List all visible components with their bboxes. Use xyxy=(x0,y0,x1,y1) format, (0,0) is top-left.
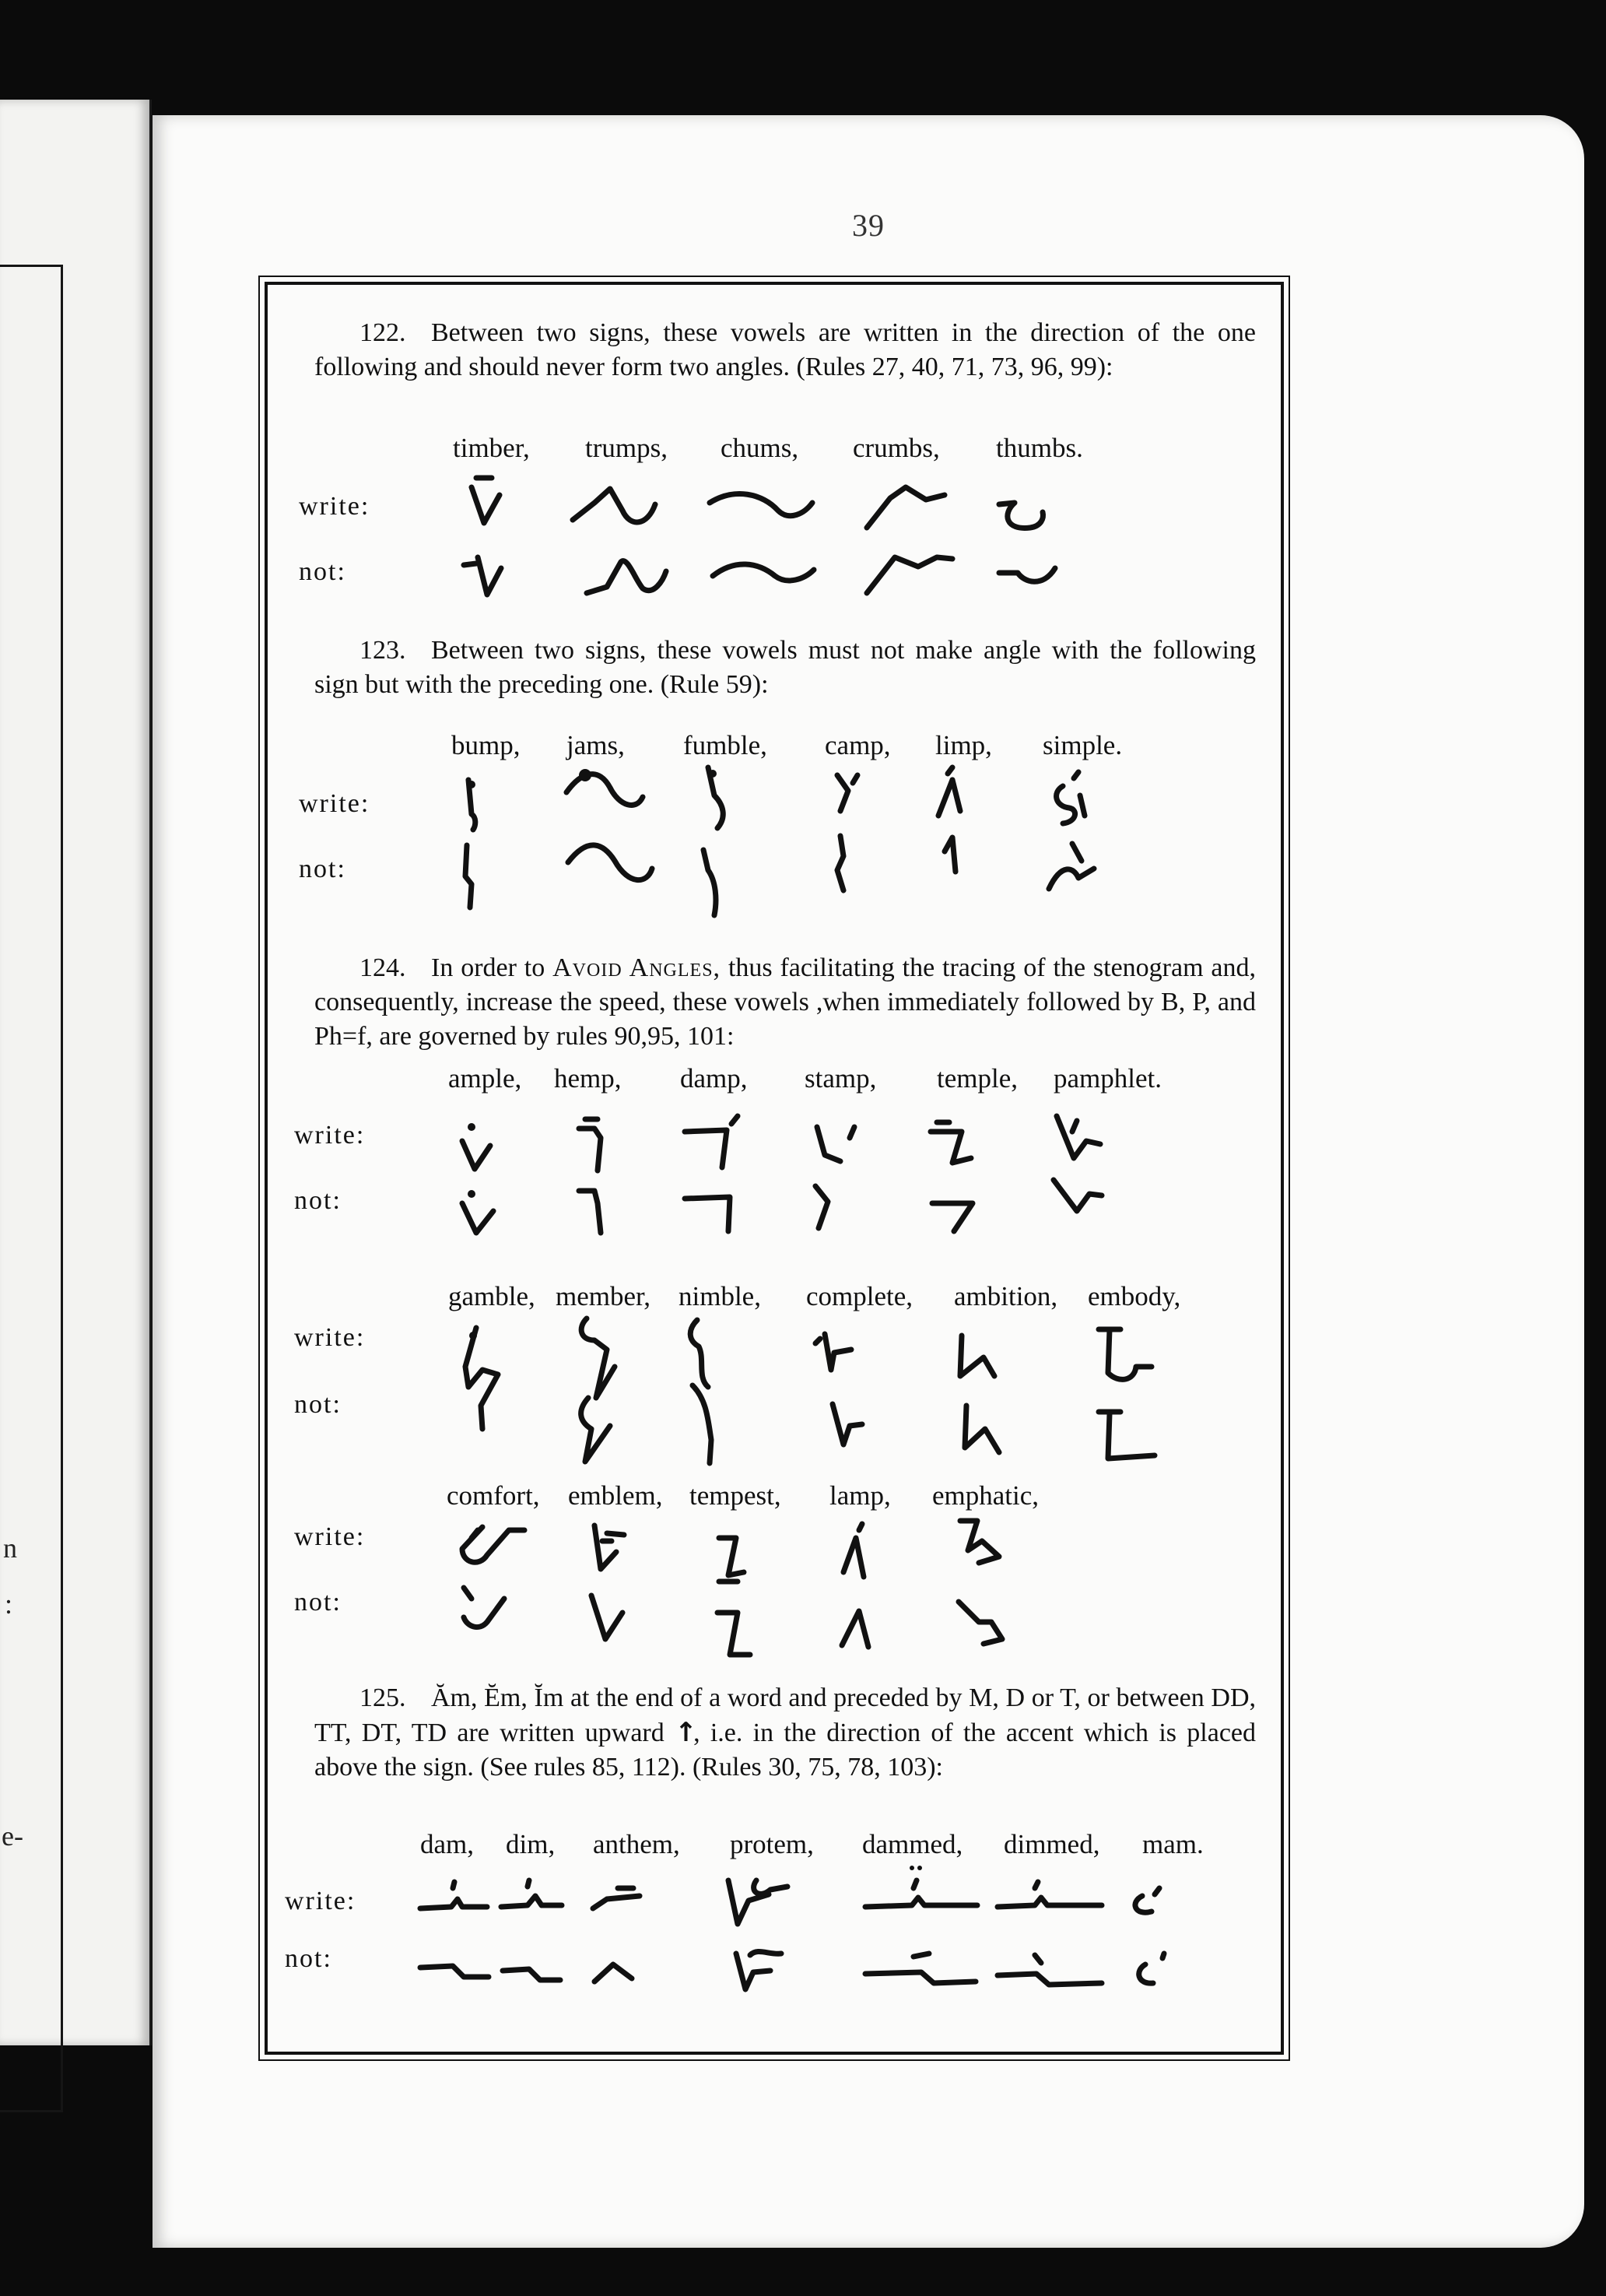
not-label: not: xyxy=(285,1944,332,1973)
example-word: complete, xyxy=(806,1281,913,1311)
page-number: 39 xyxy=(852,208,885,243)
not-label: not: xyxy=(294,1186,342,1215)
rule-number: 124. xyxy=(359,953,406,982)
shorthand-row-125 xyxy=(268,1857,1279,2013)
example-word: tempest, xyxy=(689,1480,781,1511)
example-word: timber, xyxy=(453,433,530,463)
write-label: write: xyxy=(294,1522,366,1551)
rule-text: thus facilitating the tracing of the stenogram and, consequently, increase the speed, these vowels ,when immediately followed by B, P, and Ph=f, are governed by rules 90,95, 101: xyxy=(314,953,1256,1051)
example-word: fumble, xyxy=(683,730,767,760)
example-word: pamphlet. xyxy=(1054,1063,1162,1094)
rule-text: Between two signs, these vowels are written in the direction of the one following and should never form two angles. (Rules 27, 40, 71, 73, 96, 99): xyxy=(314,318,1256,381)
write-label: write: xyxy=(294,1323,366,1352)
example-word: dammed, xyxy=(862,1829,963,1859)
not-label: not: xyxy=(299,855,346,883)
example-word: limp, xyxy=(935,730,992,760)
example-word: anthem, xyxy=(593,1829,680,1859)
rule-123 xyxy=(314,634,1256,702)
left-page-edge xyxy=(0,100,152,2045)
rule-text: Between two signs, these vowels must not make angle with the following sign but with the preceding one. (Rule 59): xyxy=(314,636,1256,699)
example-word: damp, xyxy=(680,1063,748,1094)
rule-124 xyxy=(314,951,1256,1054)
example-word: jams, xyxy=(566,730,625,760)
example-word: protem, xyxy=(730,1829,814,1859)
example-word: chums, xyxy=(721,433,799,463)
write-label: write: xyxy=(285,1887,356,1915)
example-word: dimmed, xyxy=(1004,1829,1100,1859)
example-word: crumbs, xyxy=(853,433,940,463)
example-word: simple. xyxy=(1043,730,1123,760)
shorthand-row-124a xyxy=(268,1094,1279,1250)
example-word: lamp, xyxy=(829,1480,891,1511)
example-word: embody, xyxy=(1088,1281,1181,1311)
rule-emphasis: Avoid Angles, xyxy=(552,953,721,982)
example-word: dim, xyxy=(506,1829,556,1859)
content-frame xyxy=(265,282,1284,2055)
write-label: write: xyxy=(294,1121,366,1150)
example-word: emphatic, xyxy=(932,1480,1040,1511)
rule-text: Ăm, Ĕm, Ĭm at the end of a word and preceded by M, D or T, or between DD, TT, DT, TD are written upward xyxy=(314,1683,1256,1747)
not-label: not: xyxy=(294,1588,342,1617)
write-label: write: xyxy=(299,492,370,521)
example-word: ample, xyxy=(448,1063,522,1094)
example-word: thumbs. xyxy=(996,433,1083,463)
example-word: bump, xyxy=(451,730,521,760)
rule-text: , i.e. in the direction of the accent which is placed above the sign. (See rules 85, 112). (Rules 30, 75, 78, 103): xyxy=(314,1718,1257,1782)
left-page-fragment: : xyxy=(5,1589,13,1620)
example-word: emblem, xyxy=(568,1480,663,1511)
example-word: trumps, xyxy=(585,433,668,463)
rule-number: 125. xyxy=(359,1683,406,1712)
shorthand-row-122 xyxy=(268,456,1279,612)
example-word: temple, xyxy=(937,1063,1018,1094)
shorthand-row-123 xyxy=(268,752,1279,923)
example-word: nimble, xyxy=(679,1281,761,1311)
not-label: not: xyxy=(294,1390,342,1419)
rule-125 xyxy=(314,1681,1256,1785)
example-word: comfort, xyxy=(447,1480,540,1511)
rule-122 xyxy=(314,316,1256,384)
example-word: camp, xyxy=(825,730,891,760)
write-label: write: xyxy=(299,789,370,818)
left-page-fragment: e- xyxy=(2,1820,23,1852)
example-word: mam. xyxy=(1142,1829,1204,1859)
rule-text: In order to xyxy=(431,953,545,982)
shorthand-row-124c xyxy=(268,1507,1279,1686)
left-page-fragment: n xyxy=(3,1532,17,1564)
example-word: hemp, xyxy=(554,1063,622,1094)
example-word: gamble, xyxy=(448,1281,535,1311)
rule-number: 123. xyxy=(359,636,406,665)
example-word: ambition, xyxy=(954,1281,1058,1311)
example-word: dam, xyxy=(420,1829,475,1859)
rule-number: 122. xyxy=(359,318,406,347)
not-label: not: xyxy=(299,557,346,586)
upward-arrow-icon: ↑ xyxy=(675,1717,697,1748)
example-word: stamp, xyxy=(805,1063,877,1094)
example-word: member, xyxy=(556,1281,651,1311)
book-page xyxy=(153,115,1584,2248)
